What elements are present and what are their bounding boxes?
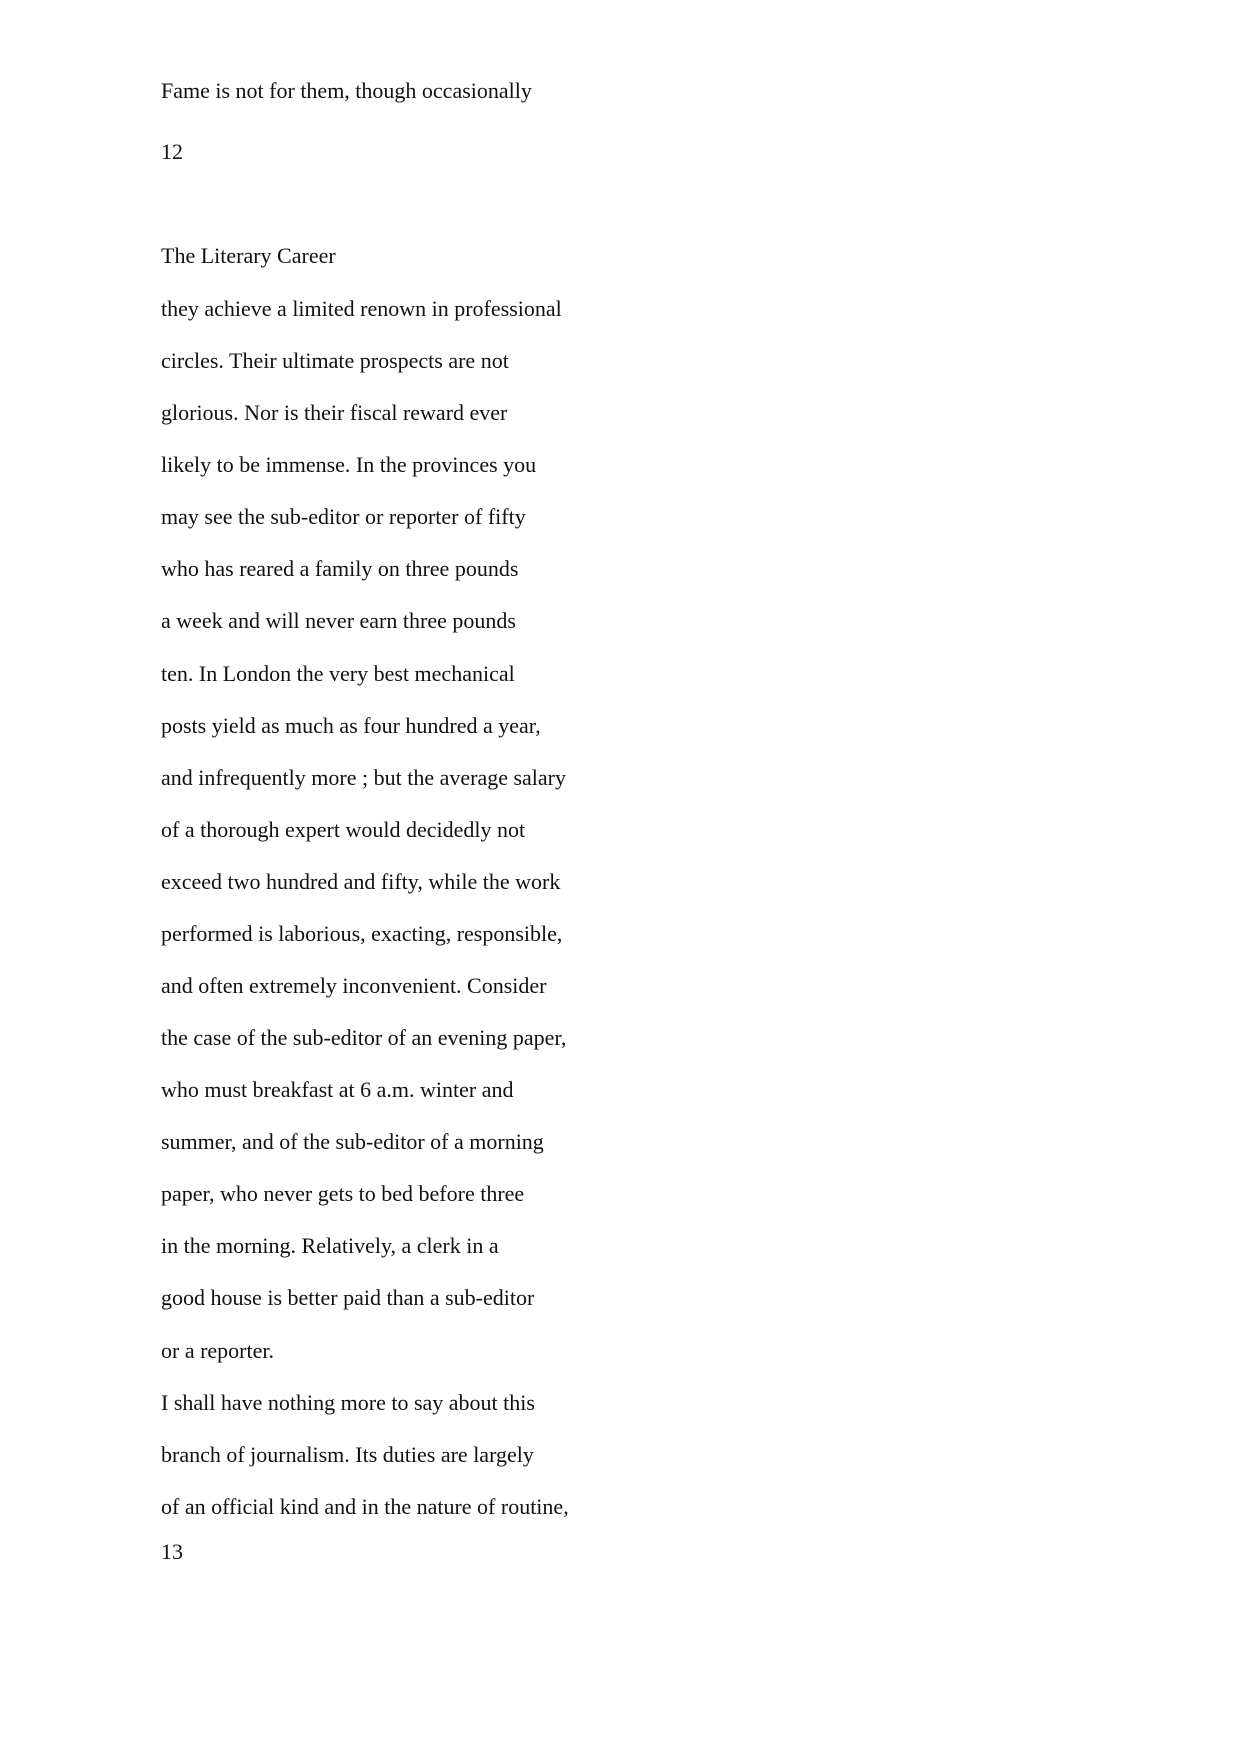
text-line: the case of the sub-editor of an evening paper,: [161, 1025, 567, 1051]
text-line: circles. Their ultimate prospects are not: [161, 348, 509, 374]
page-number-bottom: 13: [161, 1539, 183, 1564]
text-line: posts yield as much as four hundred a year,: [161, 712, 541, 738]
running-header: The Literary Career: [161, 243, 336, 268]
text-line: or a reporter.: [161, 1337, 274, 1363]
text-line: in the morning. Relatively, a clerk in a: [161, 1233, 499, 1259]
text-line: ten. In London the very best mechanical: [161, 660, 515, 686]
text-line: who has reared a family on three pounds: [161, 556, 519, 582]
text-line: glorious. Nor is their fiscal reward ever: [161, 400, 508, 426]
text-line: of an official kind and in the nature of routine,: [161, 1493, 569, 1519]
text-line: and infrequently more ; but the average salary: [161, 764, 567, 790]
text-line: paper, who never gets to bed before three: [161, 1181, 525, 1207]
text-line: I shall have nothing more to say about this: [161, 1389, 535, 1415]
text-line: good house is better paid than a sub-editor: [161, 1285, 535, 1311]
text-line: who must breakfast at 6 a.m. winter and: [161, 1077, 514, 1103]
body-text: [161, 296, 569, 1546]
text-line: they achieve a limited renown in professional: [161, 296, 562, 321]
text-line: summer, and of the sub-editor of a morning: [161, 1129, 544, 1155]
text-line: likely to be immense. In the provinces you: [161, 452, 537, 478]
text-line: of a thorough expert would decidedly not: [161, 816, 526, 842]
text-line: branch of journalism. Its duties are largely: [161, 1441, 534, 1467]
text-line: performed is laborious, exacting, responsible,: [161, 920, 563, 946]
text-line: may see the sub-editor or reporter of fifty: [161, 504, 526, 530]
text-line: exceed two hundred and fifty, while the work: [161, 868, 561, 894]
text-line: a week and will never earn three pounds: [161, 608, 516, 634]
carryover-line: Fame is not for them, though occasionally: [161, 78, 532, 103]
page-number-top: 12: [161, 139, 183, 164]
text-line: and often extremely inconvenient. Consider: [161, 973, 547, 999]
